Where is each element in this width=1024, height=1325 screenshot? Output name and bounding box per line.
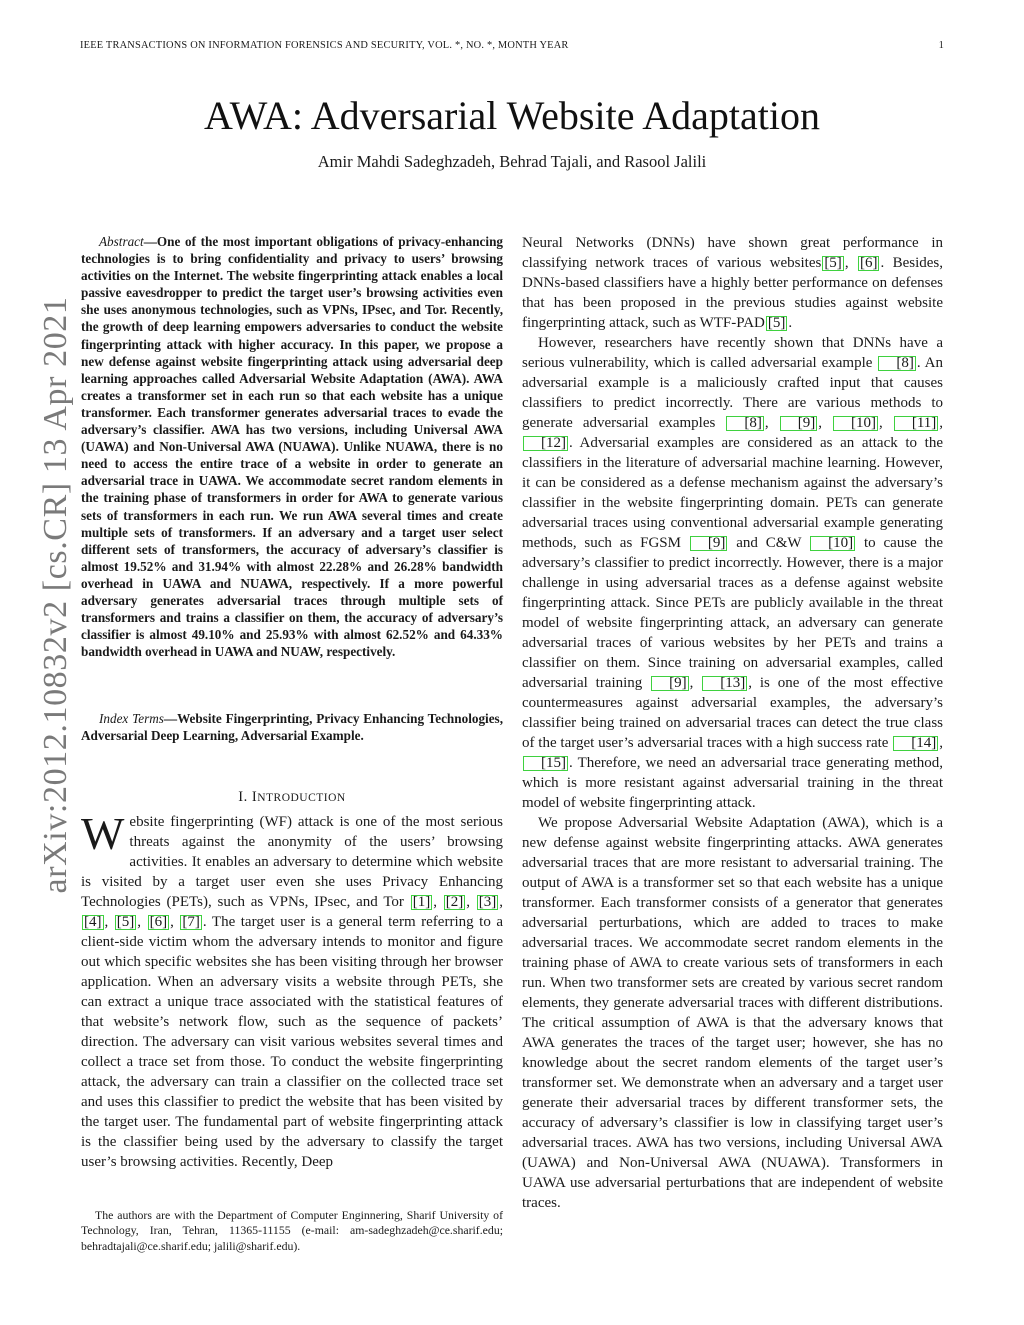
introduction-paragraph: Website fingerprinting (WF) attack is one of the most serious threats against the anonymity of the users’ browsing activities. It enables an adversary to determine which website is visited by a target user even she uses Privacy Enhancing Technologies (PETs), such as VPNs, IPsec, and Tor [1] , [2] , [3] , [4] , [5] , [6] , [7] . The target user is a general term referring to a client-side victim whom the adversary intends to monitor and figure out which specific websites she has been visiting through her browser application. When an adversary visits a website through PETs, she can extract a unique trace associated with the statistical features of that website’s network flow, such as the sequence of packets’ direction. The adversary can visit various websites several times and collect a trace set from those. To conduct the website fingerprinting attack, the adversary can train a classifier on the collected trace set and uses this classifier to predict the website that has been visited by the target user. The fundamental part of website fingerprinting attack is the classifier being used by the adversary to classify the target user’s browsing activities. Recently, Deep bbox=[81, 808, 504, 1170]
citation-link[interactable]: [12] bbox=[523, 436, 568, 451]
intro-text-end: . The target user is a general term referring to a client-side victim whom the adversary intends to monitor and figure out which specific websites she has been visiting through her browser application. When an adversary visits a website through PETs, she can extract a unique trace associated with the statistical features of that website’s network flow, such as the sequence of packets’ direction. The adversary can visit various websites several times and collect a trace set from those. To conduct the website fingerprinting attack, the adversary can train a classifier on the collected trace set and uses this classifier to predict the website that has been visited by the target user. The fundamental part of website fingerprinting attack is the classifier being used by the adversary to classify the target user’s browsing activities. Recently, Deep bbox=[81, 914, 504, 1170]
right-column-body bbox=[522, 233, 943, 1213]
page-number: 1 bbox=[938, 40, 944, 51]
citation-link[interactable]: [14] bbox=[893, 736, 938, 751]
citation-link[interactable]: [1] bbox=[412, 894, 431, 910]
section-title-first: I bbox=[251, 789, 258, 805]
citation-link[interactable]: [7] bbox=[182, 914, 200, 930]
index-terms-label: Index Terms bbox=[99, 711, 164, 726]
citation-link[interactable]: [15] bbox=[523, 756, 568, 771]
body-paragraph: We propose Adversarial Website Adaptation (AWA), which is a new defense against website fingerprinting attacks. AWA generates adversarial traces that are more resistant to adversarial training. The output of AWA is a transformer set so that each website has a unique transformer. Each transformer consists of a generator that generates adversarial perturbations, which are added to traces to make adversarial traces. We accommodate secret random elements in the training phase of AWA to create various sets of transformers in each run. When two transformer sets are created by various secret random elements, they generate adversarial traces with different distributions. The critical assumption of AWA is that the adversary knows that AWA generates the traces of the target user; however, she has no knowledge about the secret random elements of the target user’s transformer set. We demonstrate when an adversary and a target user generate their adversarial traces by different transformer sets, the accuracy of adversary’s classifier is low in classifying target user’s adversarial traces. AWA has two versions, including Universal AWA (UAWA) and Non-Universal AWA (NUAWA). Transformers in UAWA use adversarial perturbations that are independent of website traces. bbox=[522, 815, 943, 1211]
index-terms: Index Terms—Website Fingerprinting, Privacy Enhancing Technologies, Adversarial Deep Learning, Adversarial Example. bbox=[81, 711, 503, 744]
citation-link[interactable]: [9] bbox=[780, 416, 818, 431]
citation-link[interactable]: [5] bbox=[116, 914, 135, 930]
citation-link[interactable]: [3] bbox=[478, 894, 497, 910]
paper-authors: Amir Mahdi Sadeghzadeh, Behrad Tajali, and Rasool Jalili bbox=[317, 152, 707, 171]
citation-link[interactable]: [11] bbox=[894, 416, 938, 431]
section-number: I. bbox=[238, 789, 248, 805]
journal-name: IEEE TRANSACTIONS ON INFORMATION FORENSICS AND SECURITY, VOL. *, NO. *, MONTH YEAR bbox=[80, 40, 569, 51]
author-footnote bbox=[81, 1208, 503, 1254]
citation-link[interactable]: [9] bbox=[651, 676, 689, 691]
citation-link[interactable]: [13] bbox=[702, 676, 747, 691]
abstract-label: Abstract bbox=[99, 234, 144, 249]
citation-link[interactable]: [10] bbox=[810, 536, 855, 551]
citation-link[interactable]: [9] bbox=[690, 536, 728, 551]
body-paragraph: Neural Networks (DNNs) have shown great performance in classifying network traces of various websites [5] , [6] . Besides, DNNs-based classifiers have a highly better performance on defenses that has been proposed in the previous studies against website fingerprinting attack, such as WTF-PAD [5] . bbox=[522, 235, 943, 331]
abstract: Abstract—One of the most important obligations of privacy-enhancing technologies is to bring confidentiality and privacy to users’ browsing activities on the Internet. The website fingerprinting attack enables a local passive eavesdropper to predict the target user’s browsing activities even she uses anonymous technologies, such as VPNs, IPsec, and Tor. Recently, the growth of deep learning empowers adversaries to conduct the website fingerprinting attack with higher accuracy. In this paper, we propose a new defense against website fingerprinting attack using adversarial deep learning approaches called Adversarial Website Adaptation (AWA). AWA creates a transformer set in each run so that each website has a unique transformer. Each transformer generates adversarial traces to evade the adversary’s classifier. AWA has two versions, including Universal AWA (UAWA) and Non-Universal AWA (NUAWA). Unlike NUAWA, there is no need to access the entire trace of a website in order to generate an adversarial trace in UAWA. We accommodate secret random elements in the training phase of transformers in order for AWA to generate various sets of transformers in each run. We run AWA several times and create multiple sets of transformers. If an adversary and a target user select different sets of transformers, the accuracy of adversary’s classifier is almost 19.52% and 31.94% with almost 22.28% and 26.28% bandwidth overhead in UAWA and NUAWA, respectively. If a more powerful adversary generates adversarial traces through multiple sets of transformers and trains a classifier on them, the accuracy of adversary’s classifier is almost 49.10% and 25.93% with almost 62.52% and 64.33% bandwidth overhead in UAWA and NUAW, respectively. bbox=[81, 234, 503, 660]
section-heading-introduction bbox=[81, 789, 503, 806]
citation-link[interactable]: [8] bbox=[878, 356, 916, 371]
intro-text-start: ebsite fingerprinting (WF) attack is one of the most serious threats against the anonymity of the users’ browsing activities. It enables an adversary to determine which website is visited by a target user even she uses Privacy Enhancing Technologies (PETs), such as VPNs, IPsec, and Tor bbox=[81, 814, 503, 910]
paper-title: AWA: Adversarial Website Adaptation bbox=[203, 93, 821, 138]
citation-link[interactable]: [6] bbox=[859, 255, 878, 271]
citation-link[interactable]: [5] bbox=[767, 315, 786, 331]
section-title-rest: NTRODUCTION bbox=[257, 792, 346, 804]
index-terms-text: Website Fingerprinting, Privacy Enhancing Technologies, Adversarial Deep Learning, Adversarial Example. bbox=[81, 711, 503, 744]
abstract-text: One of the most important obligations of privacy-enhancing technologies is to bring confidentiality and privacy to users’ browsing activities on the Internet. The website fingerprinting attack enables a local passive eavesdropper to predict the target user’s browsing activities even she uses anonymous technologies, such as VPNs, IPsec, and Tor. Recently, the growth of deep learning empowers adversaries to conduct the website fingerprinting attack with higher accuracy. In this paper, we propose a new defense against website fingerprinting attack using adversarial deep learning approaches called Adversarial Website Adaptation (AWA). AWA creates a transformer set in each run so that each website has a unique transformer. Each transformer generates adversarial traces to evade the adversary’s classifier. AWA has two versions, including Universal AWA (UAWA) and Non-Universal AWA (NUAWA). Unlike NUAWA, there is no need to access the entire trace of a website in order to generate an adversarial trace in UAWA. We accommodate secret random elements in the training phase of transformers in order for AWA to generate various sets of transformers in each run. We run AWA several times and create multiple sets of transformers. If an adversary and a target user select different sets of transformers, the accuracy of adversary’s classifier is almost 19.52% and 31.94% with almost 22.28% and 26.28% bandwidth overhead in UAWA and NUAWA, respectively. If a more powerful adversary generates adversarial traces through multiple sets of transformers and trains a classifier on them, the accuracy of adversary’s classifier is almost 49.10% and 25.93% with almost 62.52% and 64.33% bandwidth overhead in UAWA and NUAW, respectively. bbox=[81, 234, 503, 660]
citation-link[interactable]: [8] bbox=[726, 416, 764, 431]
citation-link[interactable]: [2] bbox=[445, 894, 464, 910]
arxiv-identifier: arXiv:2012.10832v2 [cs.CR] 13 Apr 2021 bbox=[37, 296, 74, 894]
running-header bbox=[80, 40, 944, 56]
drop-cap: W bbox=[81, 808, 125, 859]
citation-link[interactable]: [10] bbox=[833, 416, 878, 431]
body-paragraph: However, researchers have recently shown that DNNs have a serious vulnerability, which is called adversarial example [8] . An adversarial example is a maliciously crafted input that causes classifiers to predict incorrectly. There are various methods to generate adversarial examples [8] , [9] , [10] , [11] , [12] . Adversarial examples are considered as an attack to the classifiers in the literature of adversarial machine learning. However, it can be considered as a defense mechanism against the adversary’s classifier in the website fingerprinting domain. PETs can generate adversarial traces using conventional adversarial example generating methods, such as FGSM [9] and C&W [10] to cause the adversary’s classifier to predict incorrectly. However, there is a major challenge in using adversarial traces as a defense against website fingerprinting attack. Since PETs are publicly available in the threat model of website fingerprinting attack, an adversary can generate adversarial traces of various websites by her PETs and trains a classifier on them. Since training on adversarial examples, called adversarial training [9] , [13] , is one of the most effective countermeasures against adversarial examples, the adversary’s classifier being trained on adversarial traces can detect the true class of the target user’s adversarial traces with a high success rate [14] , [15] . Therefore, we need an adversarial trace generating method, which is more resistant against adversarial training in the threat model of website fingerprinting attack. bbox=[522, 335, 944, 811]
citation-link[interactable]: [4] bbox=[84, 914, 102, 930]
citation-link[interactable]: [5] bbox=[824, 255, 842, 271]
footnote-text: The authors are with the Department of Computer Enginnering, Sharif University of Technology, Iran, Tehran, 11365-11155 (e-mail: am-sadeghzadeh@ce.sharif.edu; behradtajali@ce.sharif.edu; jalili@sharif.edu). bbox=[81, 1208, 503, 1253]
citation-link[interactable]: [6] bbox=[149, 914, 168, 930]
